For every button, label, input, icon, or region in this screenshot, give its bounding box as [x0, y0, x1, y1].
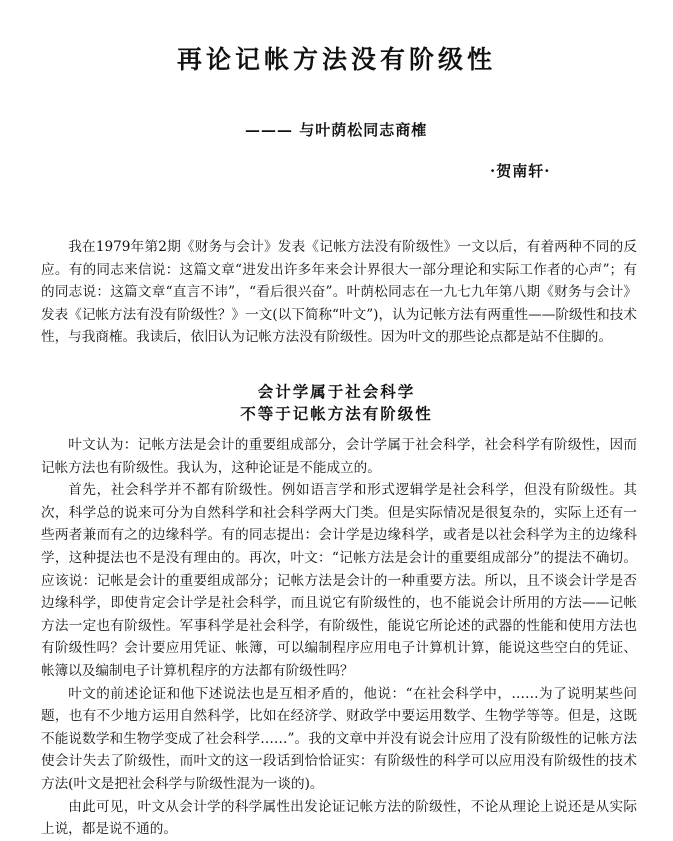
- section-body: [41, 434, 637, 841]
- body-paragraph: 由此可见，叶文从会计学的科学属性出发论证记帐方法的阶级性，不论从理论上说还是从实际上说，都是说不通的。: [41, 798, 637, 838]
- intro-paragraph: 我在1979年第2期《财务与会计》发表《记帐方法没有阶级性》一文以后，有着两种不同的反应。有的同志来信说：这篇文章“进发出许多年来会计界很大一部分理论和实际工作者的心声”；有的同志说：这篇文章“直言不讳”，“看后很兴奋”。叶荫松同志在一九七九年第八期《财务与会计》发表《记帐方法有没有阶级性？》一文(以下简称“叶文”)，认为记帐方法有两重性——阶级性和技术性，与我商榷。我读后，依旧认为记帐方法没有阶级性。因为叶文的那些论点都是站不住脚的。: [41, 239, 637, 346]
- article-subtitle: ——— 与叶荫松同志商榷: [245, 121, 428, 139]
- article-title: 再论记帐方法没有阶级性: [176, 45, 496, 74]
- body-paragraph: 叶文认为：记帐方法是会计的重要组成部分，会计学属于社会科学，社会科学有阶级性，因而记帐方法也有阶级性。我认为，这种论证是不能成立的。: [41, 437, 637, 476]
- body-paragraph: 首先，社会科学并不都有阶级性。例如语言学和形式逻辑学是社会科学，但没有阶级性。其次，科学总的说来可分为自然科学和社会科学两大门类。但是实际情况是很复杂的，实际上还有一些两者兼而有之的边缘科学。有的同志提出：会计学是边缘科学，或者是以社会科学为主的边缘科学，这种提法也不是没有理由的。再次，叶文：“记帐方法是会计的重要组成部分”的提法不确切。应该说：记帐是会计的重要组成部分；记帐方法是会计的一种重要方法。所以，且不谈会计学是否边缘科学，即使肯定会计学是社会科学，而且说它有阶级性的，也不能说会计所用的方法——记帐方法一定也有阶级性。军事科学是社会科学，有阶级性，能说它所论述的武器的性能和使用方法也有阶级性吗？会计要应用凭证、帐簿，可以编制程序应用电子计算机计算，能说这些空白的凭证、帐簿以及编制电子计算机程序的方法都有阶级性吗？: [41, 482, 637, 679]
- body-paragraph: 叶文的前述论证和他下述说法也是互相矛盾的，他说：“在社会科学中，……为了说明某些问题，也有不少地方运用自然科学，比如在经济学、财政学中要运用数学、生物学等等。但是，这既不能说数学和生物学变成了社会科学……”。我的文章中并没有说会计应用了没有阶级性的记帐方法使会计失去了阶级性，而叶文的这一段话到恰恰证实：有阶级性的科学可以应用没有阶级性的技术方法(叶文是把社会科学与阶级性混为一谈的)。: [41, 685, 637, 792]
- article-author: ·贺南轩·: [490, 162, 551, 180]
- section-heading-line-1: 会计学属于社会科学: [257, 382, 416, 401]
- intro-section: [41, 236, 637, 349]
- section-heading-line-2: 不等于记帐方法有阶级性: [240, 404, 433, 423]
